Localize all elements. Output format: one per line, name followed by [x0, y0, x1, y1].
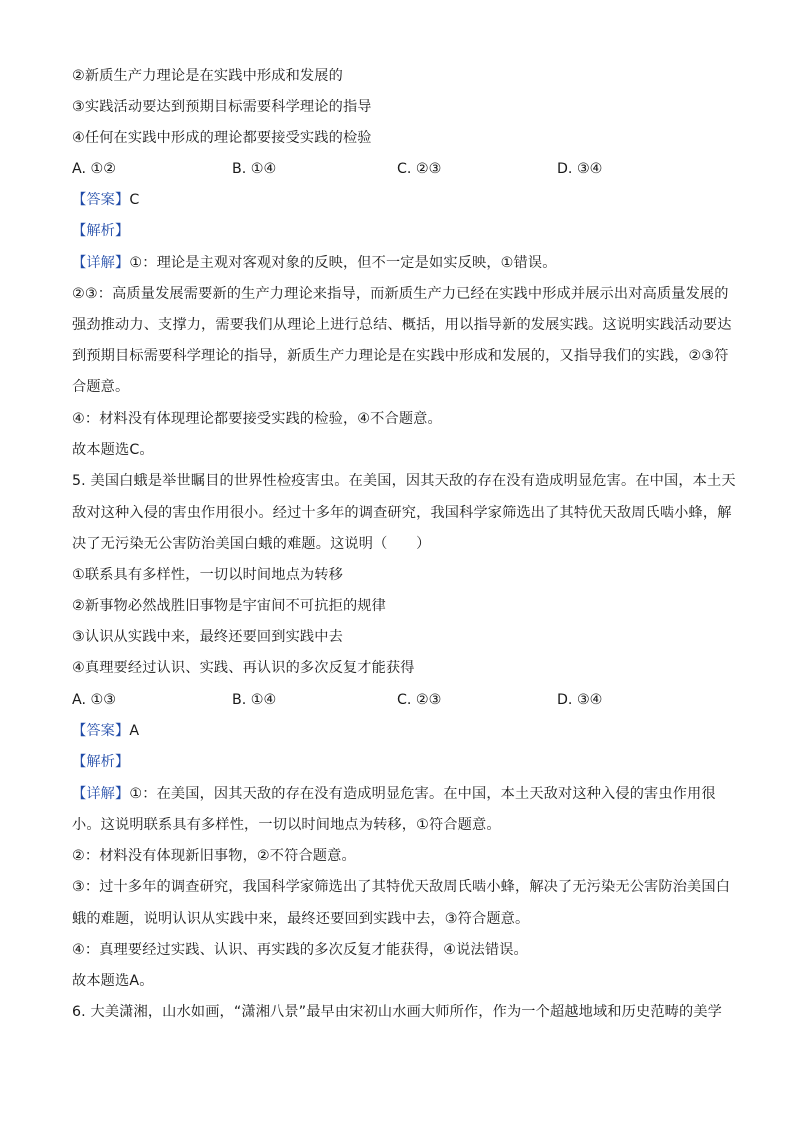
- q4-detail-1: [72, 253, 732, 273]
- q4-option-a: A. ①②: [72, 161, 116, 177]
- q4-option-c: C. ②③: [397, 161, 442, 177]
- q4-conclusion: 故本题选C。: [72, 442, 154, 458]
- q5-detail-1-line: 小。这说明联系具有多样性，一切以时间地点为转移，①符合题意。: [72, 817, 501, 833]
- q5-option-c: C. ②③: [397, 692, 442, 708]
- answer-tag: 【答案】: [72, 723, 130, 739]
- q5-conclusion: 故本题选A。: [72, 973, 154, 989]
- q5-stem-line: 决了无污染无公害防治美国白蛾的难题。这说明（ ）: [72, 536, 431, 552]
- q5-statement-3: ③认识从实践中来，最终还要回到实践中去: [72, 629, 343, 645]
- q5-statement-2: ②新事物必然战胜旧事物是宇宙间不可抗拒的规律: [72, 598, 386, 614]
- q4-option-d: D. ③④: [557, 161, 603, 177]
- detail-tag: 【详解】: [72, 786, 130, 802]
- q5-detail-2: ②：材料没有体现新旧事物，②不符合题意。: [72, 848, 356, 864]
- detail-tag: 【详解】: [72, 255, 130, 271]
- q5-stem-line: 敌对这种入侵的害虫作用很小。经过十多年的调查研究，我国科学家筛选出了其特优天敌周氏啮小蜂，解: [72, 505, 732, 521]
- q5-analysis: [72, 752, 732, 772]
- q4-answer: [72, 190, 732, 210]
- answer-value: A: [129, 723, 140, 739]
- q5-option-a: A. ①③: [72, 692, 116, 708]
- q5-statement-1: ①联系具有多样性，一切以时间地点为转移: [72, 567, 343, 583]
- q5-stem-line: 5. 美国白蛾是举世瞩目的世界性检疫害虫。在美国，因其天敌的存在没有造成明显危害。在中国，本土天: [72, 473, 736, 489]
- q5-answer: [72, 721, 732, 741]
- q4-statement-2: ②新质生产力理论是在实践中形成和发展的: [72, 68, 343, 84]
- q4-detail-3: ④：材料没有体现理论都要接受实践的检验，④不合题意。: [72, 411, 442, 427]
- q5-option-d: D. ③④: [557, 692, 603, 708]
- q4-statement-4: ④任何在实践中形成的理论都要接受实践的检验: [72, 130, 372, 146]
- q5-detail-1-line: [72, 784, 732, 804]
- answer-value: C: [129, 192, 140, 208]
- q6-stem-line: 6. 大美潇湘，山水如画，“潇湘八景”最早由宋初山水画大师所作，作为一个超越地域和历史范畴的美学: [72, 1004, 723, 1020]
- q5-detail-3-line: ③：过十多年的调查研究，我国科学家筛选出了其特优天敌周氏啮小蜂，解决了无污染无公害防治美国白: [72, 879, 731, 895]
- q4-detail-2-line: 强劲推动力、支撑力，需要我们从理论上进行总结、概括，用以指导新的发展实践。这说明实践活动要达: [72, 317, 732, 333]
- q4-option-b: B. ①④: [232, 161, 277, 177]
- q5-statement-4: ④真理要经过认识、实践、再认识的多次反复才能获得: [72, 660, 415, 676]
- q5-detail-3-line: 蛾的难题，说明认识从实践中来，最终还要回到实践中去，③符合题意。: [72, 911, 530, 927]
- q4-detail-2-line: 合题意。: [72, 379, 130, 395]
- analysis-tag: 【解析】: [72, 754, 130, 770]
- q4-detail-2-line: ②③：高质量发展需要新的生产力理论来指导，而新质生产力已经在实践中形成并展示出对高质量发展的: [72, 286, 729, 302]
- detail-text: ①：理论是主观对客观对象的反映，但不一定是如实反映，①错误。: [129, 255, 557, 271]
- q4-detail-2-line: 到预期目标需要科学理论的指导，新质生产力理论是在实践中形成和发展的，又指导我们的实践，②③符: [72, 348, 729, 364]
- q5-option-b: B. ①④: [232, 692, 277, 708]
- detail-text: ①：在美国，因其天敌的存在没有造成明显危害。在中国，本土天敌对这种入侵的害虫作用很: [129, 786, 716, 802]
- analysis-tag: 【解析】: [72, 223, 130, 239]
- q4-statement-3: ③实践活动要达到预期目标需要科学理论的指导: [72, 99, 372, 115]
- q5-detail-4: ④：真理要经过实践、认识、再实践的多次反复才能获得，④说法错误。: [72, 942, 528, 958]
- q4-analysis: [72, 221, 732, 241]
- answer-tag: 【答案】: [72, 192, 130, 208]
